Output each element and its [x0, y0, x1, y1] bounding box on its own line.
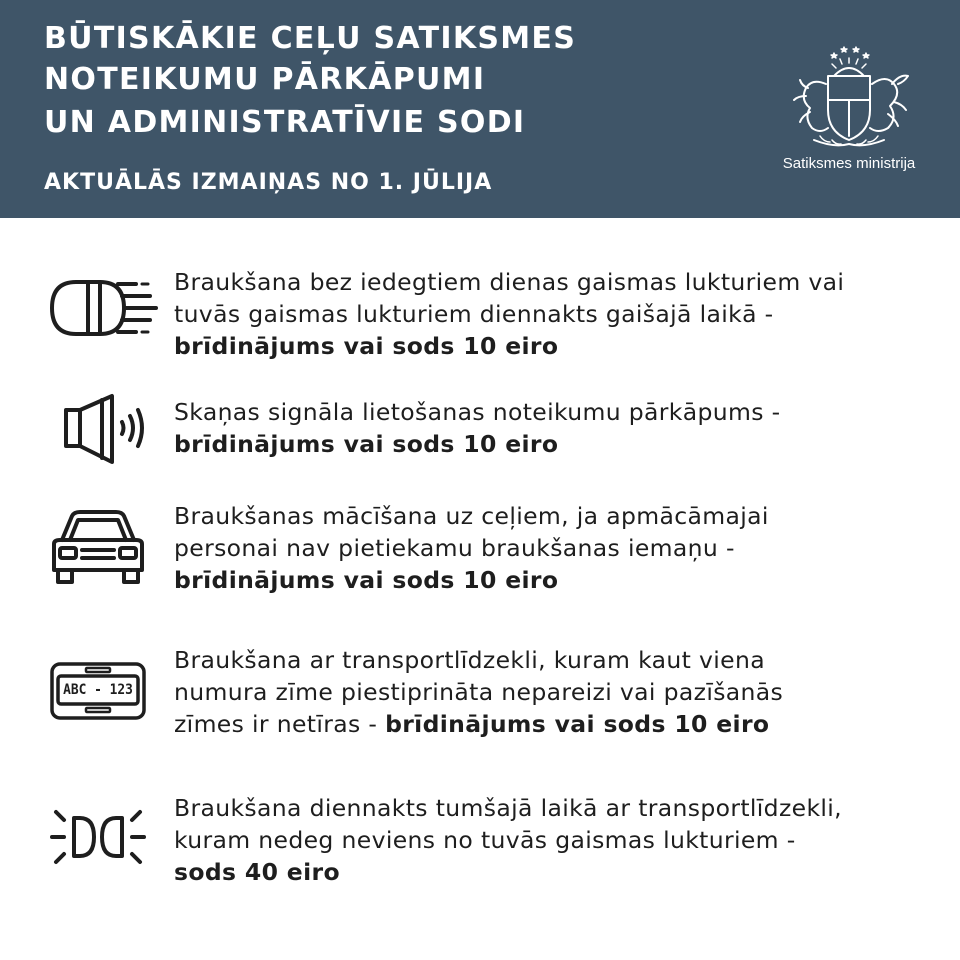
item-line: Braukšanas mācīšana uz ceļiem, ja apmācāmajai: [174, 502, 769, 530]
item-text: [174, 792, 934, 888]
item-text: [174, 500, 934, 596]
penalty-text: brīdinājums vai sods 10 eiro: [174, 566, 559, 594]
item-text: [174, 266, 934, 362]
title-line-1: BŪTISKĀKIE CEĻU SATIKSMES: [44, 21, 577, 56]
plate-text: ABC - 123: [63, 682, 133, 698]
item-text: [174, 644, 934, 740]
penalty-text: sods 40 eiro: [174, 858, 340, 886]
list-item: [0, 262, 960, 362]
title-line-3: UN ADMINISTRATĪVIE SODI: [44, 105, 526, 140]
list-item: [0, 496, 960, 596]
car-front-icon: [48, 506, 148, 588]
item-line: Braukšana ar transportlīdzekli, kuram kaut viena: [174, 646, 765, 674]
ministry-name: Satiksmes ministrija: [782, 155, 916, 172]
item-line: Skaņas signāla lietošanas noteikumu pārkāpums -: [174, 398, 781, 426]
item-line: Braukšana diennakts tumšajā laikā ar transportlīdzekli,: [174, 794, 842, 822]
list-item: [0, 788, 960, 888]
item-line: Braukšana bez iedegtiem dienas gaismas lukturiem vai: [174, 268, 845, 296]
daytime-running-lights-icon: [48, 278, 164, 338]
penalty-text: brīdinājums vai sods 10 eiro: [174, 430, 559, 458]
subtitle: AKTUĀLĀS IZMAIŅAS NO 1. JŪLIJA: [44, 170, 493, 195]
item-line: tuvās gaismas lukturiem diennakts gaišajā laikā -: [174, 300, 774, 328]
penalty-text: brīdinājums vai sods 10 eiro: [385, 710, 770, 738]
low-beam-lights-icon: [50, 804, 146, 870]
list-item: [0, 392, 960, 472]
list-item: [0, 640, 960, 740]
item-line: kuram nedeg neviens no tuvās gaismas lukturiem -: [174, 826, 796, 854]
item-line: personai nav pietiekamu braukšanas iemaņu -: [174, 534, 735, 562]
header-banner: [0, 0, 960, 218]
horn-speaker-icon: [62, 392, 152, 466]
item-text: [174, 396, 934, 460]
penalty-text: brīdinājums vai sods 10 eiro: [174, 332, 559, 360]
license-plate-icon: [50, 662, 146, 720]
penalty-prefix: zīmes ir netīras -: [174, 710, 386, 738]
title-line-2: NOTEIKUMU PĀRKĀPUMI: [44, 62, 486, 97]
latvia-coat-of-arms-icon: [784, 44, 914, 152]
item-line: numura zīme piestiprināta nepareizi vai pazīšanās: [174, 678, 784, 706]
